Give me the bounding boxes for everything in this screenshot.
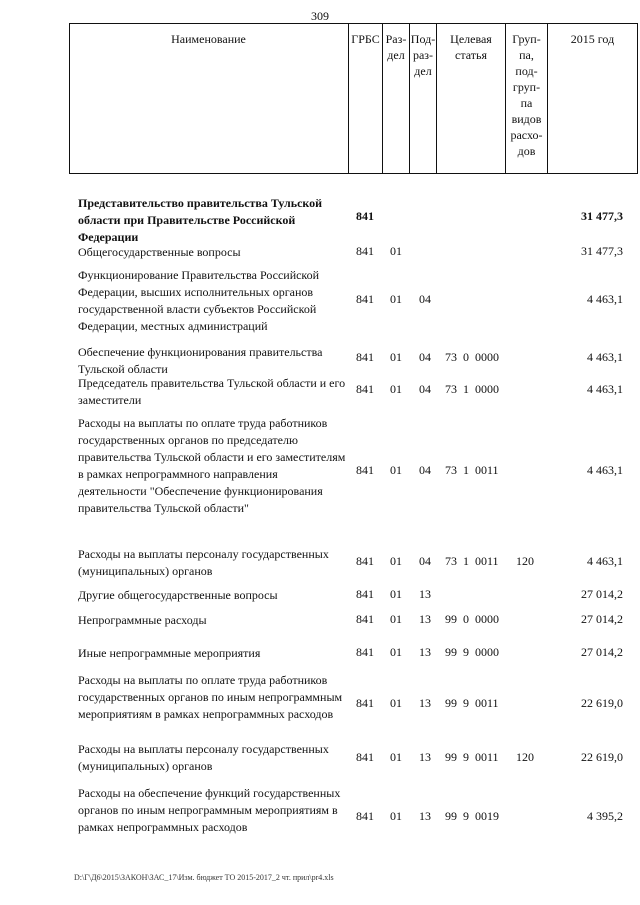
- row-razdel: 01: [390, 244, 402, 258]
- row-razdel: 01: [390, 554, 402, 568]
- row-razdel: 01: [390, 645, 402, 659]
- row-razdel: 01: [390, 612, 402, 626]
- row-grbs: 841: [356, 645, 374, 659]
- row-name: Расходы на выплаты персоналу государственных (муниципальных) органов: [78, 547, 329, 578]
- row-amount: 22 619,0: [581, 696, 623, 710]
- row-expense-group: 120: [516, 750, 534, 764]
- row-name: Расходы на обеспечение функций государственных органов по иным непрограммным мероприятиям в рамках непрограммных расходов: [78, 786, 341, 834]
- row-grbs: 841: [356, 350, 374, 364]
- row-target-article: 73 1 0011: [445, 554, 499, 568]
- row-grbs: 841: [356, 382, 374, 396]
- row-podrazdel: 13: [419, 750, 431, 764]
- row-razdel: 01: [390, 463, 402, 477]
- row-name: Обеспечение функционирования правительства Тульской области: [78, 345, 323, 376]
- row-grbs: 841: [356, 696, 374, 710]
- row-amount: 27 014,2: [581, 645, 623, 659]
- row-amount: 31 477,3: [581, 244, 623, 258]
- row-podrazdel: 04: [419, 292, 431, 306]
- row-podrazdel: 04: [419, 350, 431, 364]
- row-razdel: 01: [390, 587, 402, 601]
- row-grbs: 841: [356, 244, 374, 258]
- row-name: Представительство правительства Тульской области при Правительстве Российской Федерации: [78, 196, 323, 244]
- row-target-article: 73 1 0000: [445, 382, 499, 396]
- row-name: Председатель правительства Тульской области и его заместители: [78, 376, 346, 407]
- row-grbs: 841: [356, 809, 374, 823]
- file-path-footer: D:\Г\Д6\2015\ЗАКОН\ЗАС_17\Изм. бюджет ТО 2015-2017_2 чт. прил\pr4.xls: [74, 873, 334, 882]
- row-grbs: 841: [356, 612, 374, 626]
- row-podrazdel: 13: [419, 696, 431, 710]
- row-name: Общегосударственные вопросы: [78, 245, 241, 259]
- row-expense-group: 120: [516, 554, 534, 568]
- row-grbs: 841: [356, 554, 374, 568]
- row-podrazdel: 04: [419, 382, 431, 396]
- header-bottom-rule: [69, 173, 638, 174]
- row-amount: 4 463,1: [587, 554, 623, 568]
- row-target-article: 99 9 0011: [445, 696, 499, 710]
- row-target-article: 99 9 0011: [445, 750, 499, 764]
- row-grbs: 841: [356, 209, 374, 223]
- row-name: Расходы на выплаты по оплате труда работников государственных органов по иным непрограммным мероприятиям в рамках непрограммных расходов: [78, 673, 343, 721]
- row-amount: 4 463,1: [587, 350, 623, 364]
- row-podrazdel: 13: [419, 612, 431, 626]
- row-target-article: 99 9 0019: [445, 809, 499, 823]
- row-amount: 27 014,2: [581, 612, 623, 626]
- header-name: Наименование: [171, 32, 246, 46]
- row-amount: 4 463,1: [587, 463, 623, 477]
- page-number: 309: [311, 9, 329, 23]
- row-name: Расходы на выплаты персоналу государственных (муниципальных) органов: [78, 742, 329, 773]
- row-target-article: 73 1 0011: [445, 463, 499, 477]
- row-target-article: 99 0 0000: [445, 612, 499, 626]
- header-razdel: Раз- дел: [385, 32, 407, 62]
- row-amount: 31 477,3: [581, 209, 623, 223]
- header-expense-group: Груп- па, под- груп- па видов расхо- дов: [510, 32, 543, 158]
- row-razdel: 01: [390, 382, 402, 396]
- table-header: [69, 23, 638, 174]
- row-name: Расходы на выплаты по оплате труда работников государственных органов по председателю правительства Тульской области и его заместителям в рамках непрограммного направления деятельности "Обеспечение функционирования правительства Тульской области": [78, 416, 346, 515]
- row-target-article: 99 9 0000: [445, 645, 499, 659]
- header-target-article: Целевая статья: [450, 32, 492, 62]
- row-razdel: 01: [390, 292, 402, 306]
- row-amount: 27 014,2: [581, 587, 623, 601]
- row-amount: 4 463,1: [587, 382, 623, 396]
- row-grbs: 841: [356, 750, 374, 764]
- row-grbs: 841: [356, 463, 374, 477]
- row-razdel: 01: [390, 809, 402, 823]
- row-name: Иные непрограммные мероприятия: [78, 646, 261, 660]
- row-grbs: 841: [356, 292, 374, 306]
- header-right-rule: [637, 23, 638, 174]
- row-podrazdel: 13: [419, 809, 431, 823]
- row-razdel: 01: [390, 696, 402, 710]
- row-amount: 22 619,0: [581, 750, 623, 764]
- row-amount: 4 463,1: [587, 292, 623, 306]
- header-grbs: ГРБС: [351, 32, 380, 46]
- row-podrazdel: 13: [419, 645, 431, 659]
- row-razdel: 01: [390, 750, 402, 764]
- header-podrazdel: Под- раз- дел: [410, 32, 436, 78]
- row-podrazdel: 04: [419, 463, 431, 477]
- row-razdel: 01: [390, 350, 402, 364]
- row-grbs: 841: [356, 587, 374, 601]
- row-name: Непрограммные расходы: [78, 613, 207, 627]
- header-top-rule: [69, 23, 638, 24]
- row-amount: 4 395,2: [587, 809, 623, 823]
- row-name: Другие общегосударственные вопросы: [78, 588, 278, 602]
- row-podrazdel: 13: [419, 587, 431, 601]
- header-year: 2015 год: [570, 32, 615, 46]
- row-name: Функционирование Правительства Российской Федерации, высших исполнительных органов государственной власти субъектов Российской Федерации, местных администраций: [78, 268, 320, 333]
- row-target-article: 73 0 0000: [445, 350, 499, 364]
- row-podrazdel: 04: [419, 554, 431, 568]
